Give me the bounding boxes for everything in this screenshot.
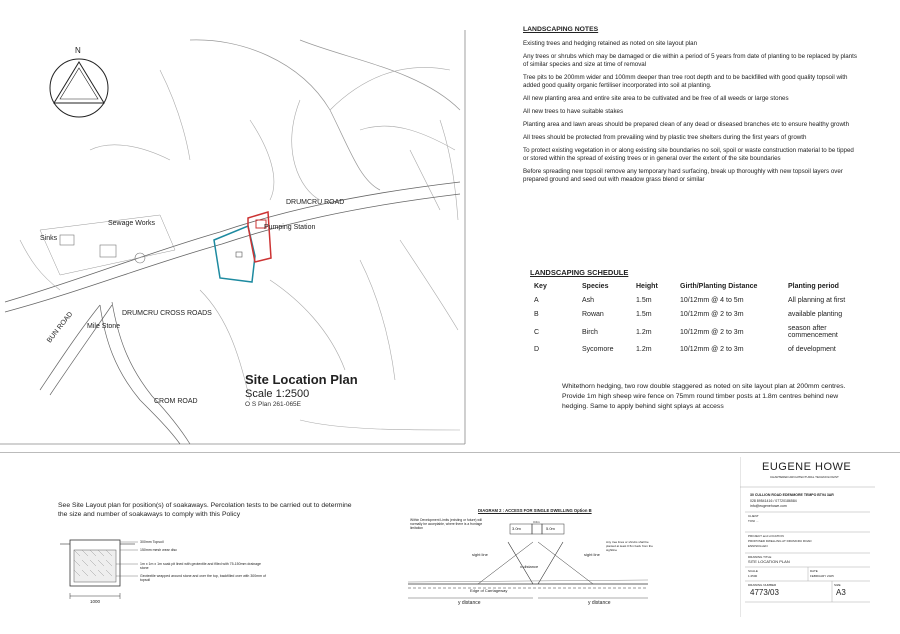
access-note-right: Any tree lines or shrubs shall be planted at least 0.5m back from the sightline — [606, 540, 653, 552]
cell: A — [534, 297, 539, 304]
divider — [0, 452, 900, 453]
access-note-left: Within Development Limits (existing or future) will normally be acceptable, where there is a frontage limitation — [410, 518, 483, 530]
map-label-crom-road: CROM ROAD — [154, 398, 198, 405]
scale-label: SCALE — [748, 569, 758, 573]
map-label-sewage-works: Sewage Works — [108, 220, 155, 227]
col-species: Species — [582, 283, 609, 290]
map-label-drumcru-cross-roads: DRUMCRU CROSS ROADS — [122, 310, 212, 317]
drawing-number-label: DRAWING NUMBER — [748, 583, 777, 587]
soakaway-label: 150mm mesh wear disc — [140, 548, 177, 552]
cell: Ash — [582, 297, 595, 304]
cell: 1.5m — [636, 311, 652, 318]
drawing-title-value: SITE LOCATION PLAN — [748, 559, 790, 564]
soakaway-label: 300mm Topsoil — [140, 540, 164, 544]
cell: Sycomore — [582, 346, 614, 353]
col-key: Key — [534, 283, 547, 290]
size-label: SIZE — [834, 583, 841, 587]
table-row — [530, 343, 870, 357]
cell: C — [534, 328, 540, 336]
cell: B — [534, 311, 539, 318]
project-value-2: ENNISKILLEN — [748, 544, 768, 548]
access-dim: 5.0m — [546, 526, 555, 531]
col-planting-period: Planting period — [788, 283, 839, 290]
access-sight-right: sight line — [584, 552, 600, 557]
map-title: Site Location Plan — [245, 372, 358, 387]
access-sight-left: sight line — [472, 552, 488, 557]
firm-address: 30 CULLION ROAD EDENMORE TEMPO BT94 3AR — [750, 493, 834, 497]
project-value: PROPOSED DWELLING AT DRUMCRU ROAD — [748, 539, 812, 543]
col-girth: Girth/Planting Distance — [680, 283, 758, 290]
map-label-pumping-station: Pumping Station — [264, 224, 316, 231]
table-row — [530, 294, 870, 308]
landscaping-notes — [523, 26, 858, 189]
drawing-title-label: DRAWING TITLE — [748, 555, 772, 559]
drawing-title-block — [740, 457, 875, 617]
scale-value: 1:2500 — [748, 574, 758, 578]
soakaway-dimension: 1000 — [90, 599, 101, 604]
hedging-note: Whitethorn hedging, two row double staggered as noted on site layout plan at 200mm centres. Provide 1m high sheep wire fence on 75mm round timber posts at 1.8m centres behind new hedging. Same to apply behind sight splays at access — [562, 383, 846, 410]
firm-name: EUGENE HOWE — [762, 461, 852, 473]
map-scale: Scale 1:2500 — [245, 388, 310, 400]
access-y-right: y distance — [588, 600, 611, 606]
cell: of development — [788, 346, 836, 353]
schedule-table — [530, 281, 870, 357]
access-edge: Edge of Carriageway — [470, 588, 508, 593]
map-label-mile-stone: Mile Stone — [87, 323, 121, 330]
access-x-distance: x-distance — [520, 564, 539, 569]
map-label-bun-road: BUN ROAD — [46, 310, 75, 345]
cell: 1.2m — [636, 328, 652, 336]
cell: season after commencement — [788, 325, 838, 339]
landscaping-schedule — [530, 268, 870, 357]
soakaway-label: 1m x 1m x 1m soak pit lined with geotextile and filled with 75-150mm drainage stone — [140, 562, 262, 570]
site-location-map — [0, 0, 470, 450]
cell: Birch — [582, 328, 598, 336]
access-diagram — [408, 502, 658, 612]
note-item: All new trees to have suitable stakes — [523, 108, 624, 115]
note-item: Planting area and lawn areas should be prepared clean of any dead or diseased branches etc to ensure healthy growth — [523, 121, 850, 128]
note-item: Existing trees and hedging retained as noted on site layout plan — [523, 40, 698, 47]
sheet-size: A3 — [836, 588, 846, 597]
cell: 10/12mm @ 4 to 5m — [680, 297, 744, 304]
soakaway-diagram — [60, 530, 266, 613]
map-label-drumcru-road: DRUMCRU ROAD — [286, 199, 345, 206]
table-row — [530, 322, 870, 343]
client-label: CLIENT — [748, 514, 759, 518]
note-item: Any trees or shrubs which may be damaged or die within a period of 5 years from date of planting to be replaced by plants of similar species and size at time of removal — [523, 53, 857, 68]
north-label: N — [75, 46, 81, 55]
soakaway-label: Geotextile wrapped around stone and over the top, backfilled over with 300mm of topsoil — [140, 574, 266, 582]
soakaway-note: See Site Layout plan for position(s) of soakaways. Percolation tests to be carried out to determine the size and number of soakaways to comply with this Policy — [58, 502, 352, 518]
cell: 1.2m — [636, 346, 652, 353]
note-item: All trees should be protected from prevailing wind by plastic tree shelters during the first years of growth — [523, 134, 807, 141]
note-item: Tree pits to be 200mm wider and 100mm deeper than tree root depth and to be backfilled with good quality topsoil with added good quality organic fertiliser incorporated into soil at planting. — [523, 74, 848, 89]
project-label: PROJECT and LOCATION — [748, 534, 784, 538]
firm-subtitle: CHARTERED ARCHITECTURAL TECHNOLOGIST — [770, 475, 839, 479]
cell: 10/12mm @ 2 to 3m — [680, 328, 744, 336]
note-item: To protect existing vegetation in or along existing site boundaries no soil, spoil or waste construction material to be tipped or stored within the spread of existing trees or in general over the extent of the site boundaries — [523, 147, 854, 162]
schedule-heading: LANDSCAPING SCHEDULE — [530, 268, 629, 277]
access-dim: 3.0m — [533, 520, 540, 524]
map-title-block — [245, 372, 358, 408]
col-height: Height — [636, 283, 658, 290]
os-plan-reference: O S Plan 261-065E — [245, 401, 302, 408]
cell: Rowan — [582, 311, 604, 318]
note-item: Before spreading new topsoil remove any temporary hard surfacing, break up thoroughly with new topsoil layers over prepared ground and seed out with meadow grass blend or similar — [523, 168, 843, 183]
firm-email: info@eugenehowe.com — [750, 504, 787, 508]
firm-phone: 028 89541416 / 07720186584 — [750, 499, 797, 503]
client-value: TONI ... — [748, 519, 759, 523]
cell: available planting — [788, 311, 843, 318]
date-value: FEBRUARY 2025 — [810, 574, 834, 578]
access-y-left: y distance — [458, 600, 481, 606]
map-drawing — [0, 0, 470, 450]
cell: All planning at first — [788, 297, 846, 304]
map-label-sinks: Sinks — [40, 235, 58, 242]
date-label: DATE — [810, 569, 818, 573]
access-title: DIAGRAM 2 : ACCESS FOR SINGLE DWELLING Option B — [478, 508, 592, 513]
notes-heading: LANDSCAPING NOTES — [523, 26, 599, 33]
note-item: All new planting area and entire site area to be cultivated and be free of all weeds or large stones — [523, 95, 789, 102]
schedule-header-row — [530, 281, 870, 294]
cell: 10/12mm @ 2 to 3m — [680, 346, 744, 353]
table-row — [530, 308, 870, 322]
access-dim: 3.0m — [512, 526, 521, 531]
cell: 10/12mm @ 2 to 3m — [680, 311, 744, 318]
cell: D — [534, 346, 540, 353]
cell: 1.5m — [636, 297, 652, 304]
drawing-number: 4773/03 — [750, 588, 779, 597]
